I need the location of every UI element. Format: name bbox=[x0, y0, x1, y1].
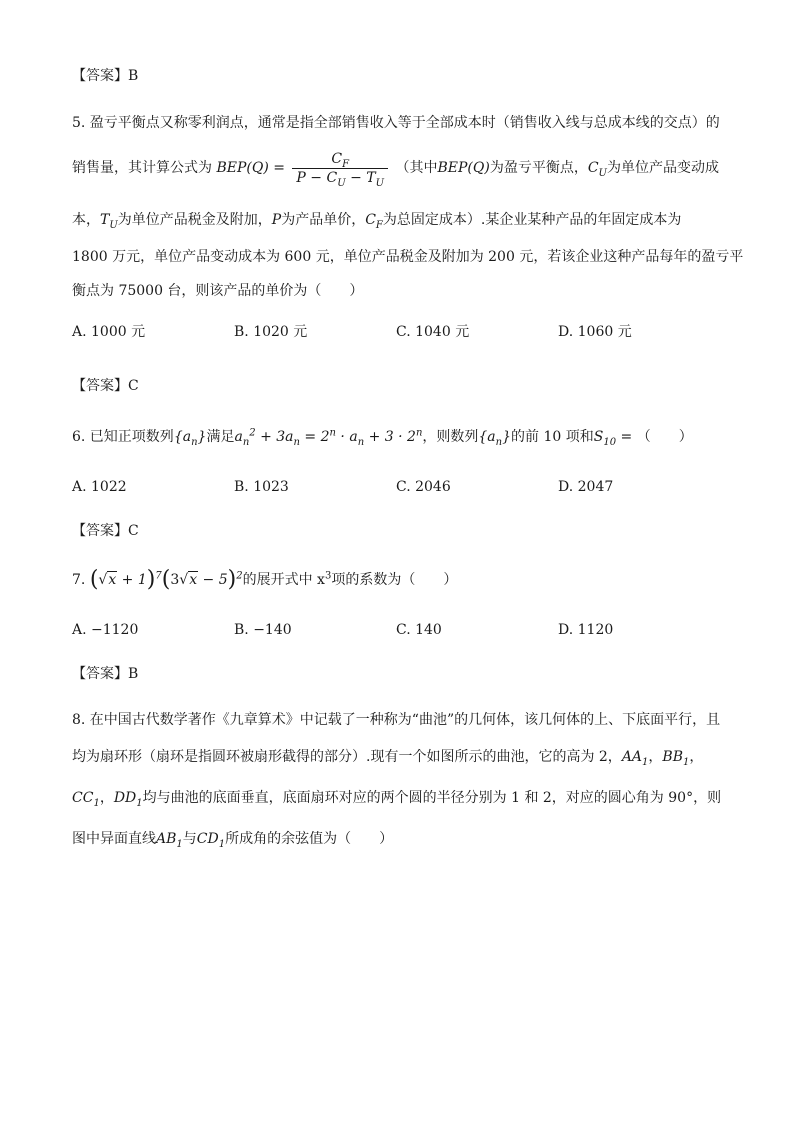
q5-option-c: C. 1040 元 bbox=[396, 324, 470, 340]
q5-option-d: D. 1060 元 bbox=[558, 324, 632, 340]
q5-formula bbox=[216, 150, 395, 189]
q7-expression: $(√x + 1)^7(3√x - 5)^2$ bbox=[89, 567, 243, 592]
q5-line-3: 本，$T_U$为单位产品税金及附加，P为产品单价，$C_F$为总固定成本）.某企业某种产品的年固定成本为 bbox=[72, 212, 682, 231]
answer-q5: 【答案】C bbox=[72, 378, 139, 394]
q7-line: 7. $(√x + 1)^7(3√x - 5)^2$的展开式中 $x^3$项的系数为（ ） bbox=[72, 567, 458, 592]
answer-q6: 【答案】C bbox=[72, 523, 139, 539]
q7-option-c: C. 140 bbox=[396, 622, 442, 638]
q5-line-1: 5. 盈亏平衡点又称零利润点，通常是指全部销售收入等于全部成本时（销售收入线与总成本线的交点）的 bbox=[72, 115, 720, 131]
answer-q7: 【答案】B bbox=[72, 666, 139, 682]
q8-line-3: $CC_1$，$DD_1$均与曲池的底面垂直，底面扇环对应的两个圆的半径分别为 1 和 2，对应的圆心角为 90°，则 bbox=[72, 790, 722, 809]
q6-option-b: B. 1023 bbox=[234, 479, 289, 495]
q5-line-2: 销售量，其计算公式为 BEP(Q) = $\frac{C_F}{P - C_U - T_U}$ （其中BEP(Q)为盈亏平衡点，$C_U$为单位产品变动成 bbox=[72, 150, 719, 189]
q6-option-a: A. 1022 bbox=[72, 479, 127, 495]
q7-option-d: D. 1120 bbox=[558, 622, 614, 638]
q5-line-4: 1800 万元，单位产品变动成本为 600 元，单位产品税金及附加为 200 元，若该企业这种产品每年的盈亏平 bbox=[72, 249, 744, 265]
q8-line-2: 均为扇环形（扇环是指圆环被扇形截得的部分）.现有一个如图所示的曲池，它的高为 2，$AA_1$，$BB_1$， bbox=[72, 749, 704, 768]
q5-text: 销售量，其计算公式为 bbox=[72, 160, 212, 176]
q6-option-c: C. 2046 bbox=[396, 479, 451, 495]
q5-option-b: B. 1020 元 bbox=[234, 324, 308, 340]
formula-denominator: $P - C_U - T_U$ bbox=[292, 168, 388, 187]
q6-option-d: D. 2047 bbox=[558, 479, 614, 495]
q7-option-a: A. −1120 bbox=[72, 622, 139, 638]
q5-line-5: 衡点为 75000 台，则该产品的单价为（ ） bbox=[72, 283, 364, 299]
formula-numerator: $C_F$ bbox=[331, 150, 350, 170]
formula-fraction bbox=[292, 150, 388, 187]
formula-lhs: BEP(Q) = bbox=[216, 160, 285, 176]
q5-option-a: A. 1000 元 bbox=[72, 324, 146, 340]
answer-q4: 【答案】B bbox=[72, 68, 139, 84]
q6-line: 6. 已知正项数列$\{a_n\}$满足$a_n^2 + 3a_n = 2^n \cdot a_n + 3 \cdot 2^n$，则数列$\{a_n\}$的前 10 项和$S_{10}$ = （ ） bbox=[72, 427, 693, 448]
q8-line-1: 8. 在中国古代数学著作《九章算术》中记载了一种称为“曲池”的几何体，该几何体的上、下底面平行，且 bbox=[72, 712, 721, 728]
q8-line-4: 图中异面直线$AB_1$与$CD_1$所成角的余弦值为（ ） bbox=[72, 831, 394, 850]
q7-option-b: B. −140 bbox=[234, 622, 292, 638]
